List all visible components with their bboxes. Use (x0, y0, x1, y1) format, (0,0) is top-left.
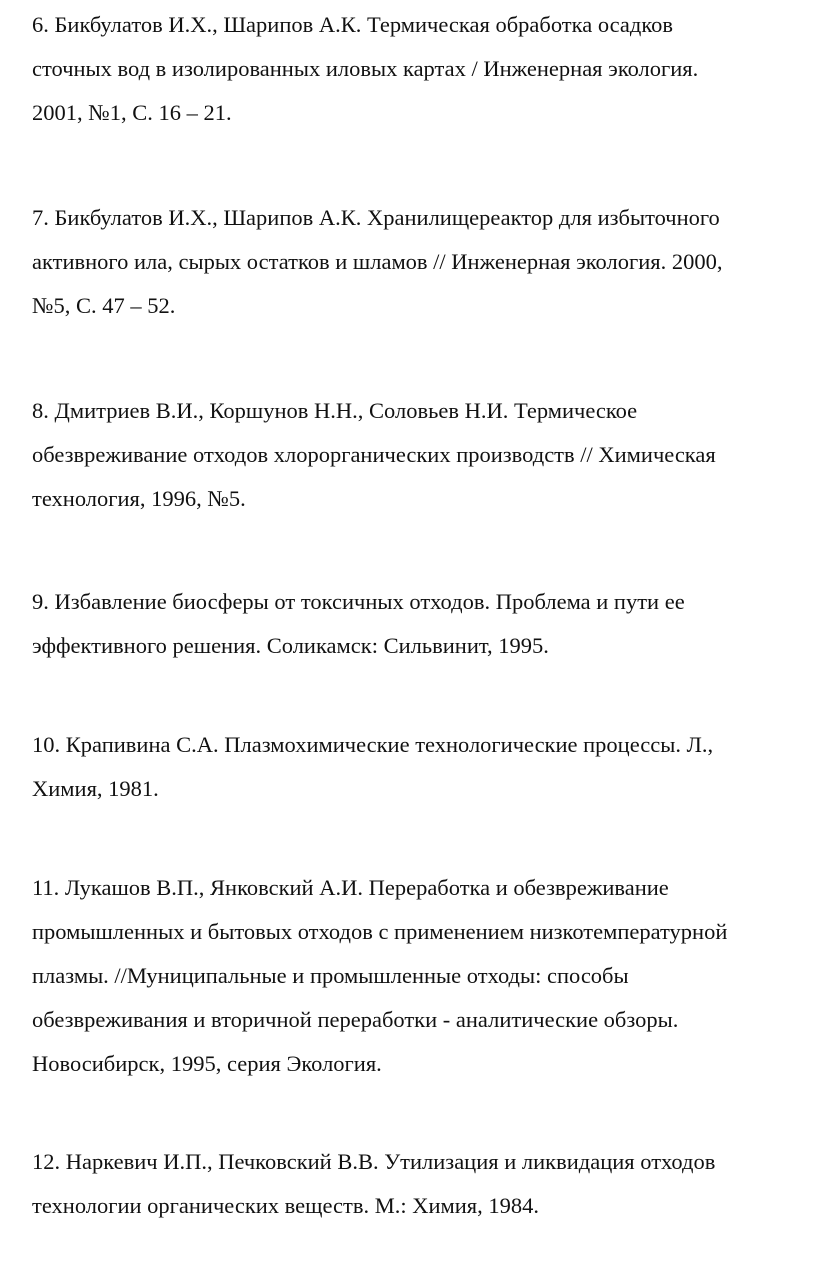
reference-line: активного ила, сырых остатков и шламов // Инженерная экология. 2000, (32, 249, 723, 274)
reference-line: плазмы. //Муниципальные и промышленные отходы: способы (32, 963, 629, 988)
reference-line: Новосибирск, 1995, серия Экология. (32, 1051, 382, 1076)
reference-line: 8. Дмитриев В.И., Коршунов Н.Н., Соловьев Н.И. Термическое (32, 398, 638, 423)
reference-line: 12. Наркевич И.П., Печковский В.В. Утилизация и ликвидация отходов (32, 1149, 716, 1174)
reference-9 (32, 580, 802, 668)
reference-8 (32, 389, 802, 521)
reference-line: технологии органических веществ. М.: Химия, 1984. (32, 1193, 540, 1218)
reference-6 (32, 3, 802, 135)
reference-line: 11. Лукашов В.П., Янковский А.И. Переработка и обезвреживание (32, 875, 669, 900)
reference-line: эффективного решения. Соликамск: Сильвинит, 1995. (32, 633, 549, 658)
reference-line: сточных вод в изолированных иловых картах / Инженерная экология. (32, 56, 699, 81)
reference-11 (32, 866, 802, 1086)
reference-12 (32, 1140, 802, 1228)
reference-line: 2001, №1, С. 16 – 21. (32, 100, 232, 125)
reference-line: Химия, 1981. (32, 776, 159, 801)
reference-line: 9. Избавление биосферы от токсичных отходов. Проблема и пути ее (32, 589, 685, 614)
reference-10 (32, 723, 802, 811)
reference-line: обезвреживания и вторичной переработки - аналитические обзоры. (32, 1007, 679, 1032)
reference-line: промышленных и бытовых отходов с применением низкотемпературной (32, 919, 728, 944)
reference-line: технология, 1996, №5. (32, 486, 246, 511)
reference-line: 7. Бикбулатов И.Х., Шарипов А.К. Хранилищереактор для избыточного (32, 205, 720, 230)
reference-line: №5, С. 47 – 52. (32, 293, 176, 318)
reference-line: обезвреживание отходов хлорорганических производств // Химическая (32, 442, 716, 467)
reference-line: 6. Бикбулатов И.Х., Шарипов А.К. Термическая обработка осадков (32, 12, 673, 37)
reference-7 (32, 196, 802, 328)
reference-line: 10. Крапивина С.А. Плазмохимические технологические процессы. Л., (32, 732, 714, 757)
